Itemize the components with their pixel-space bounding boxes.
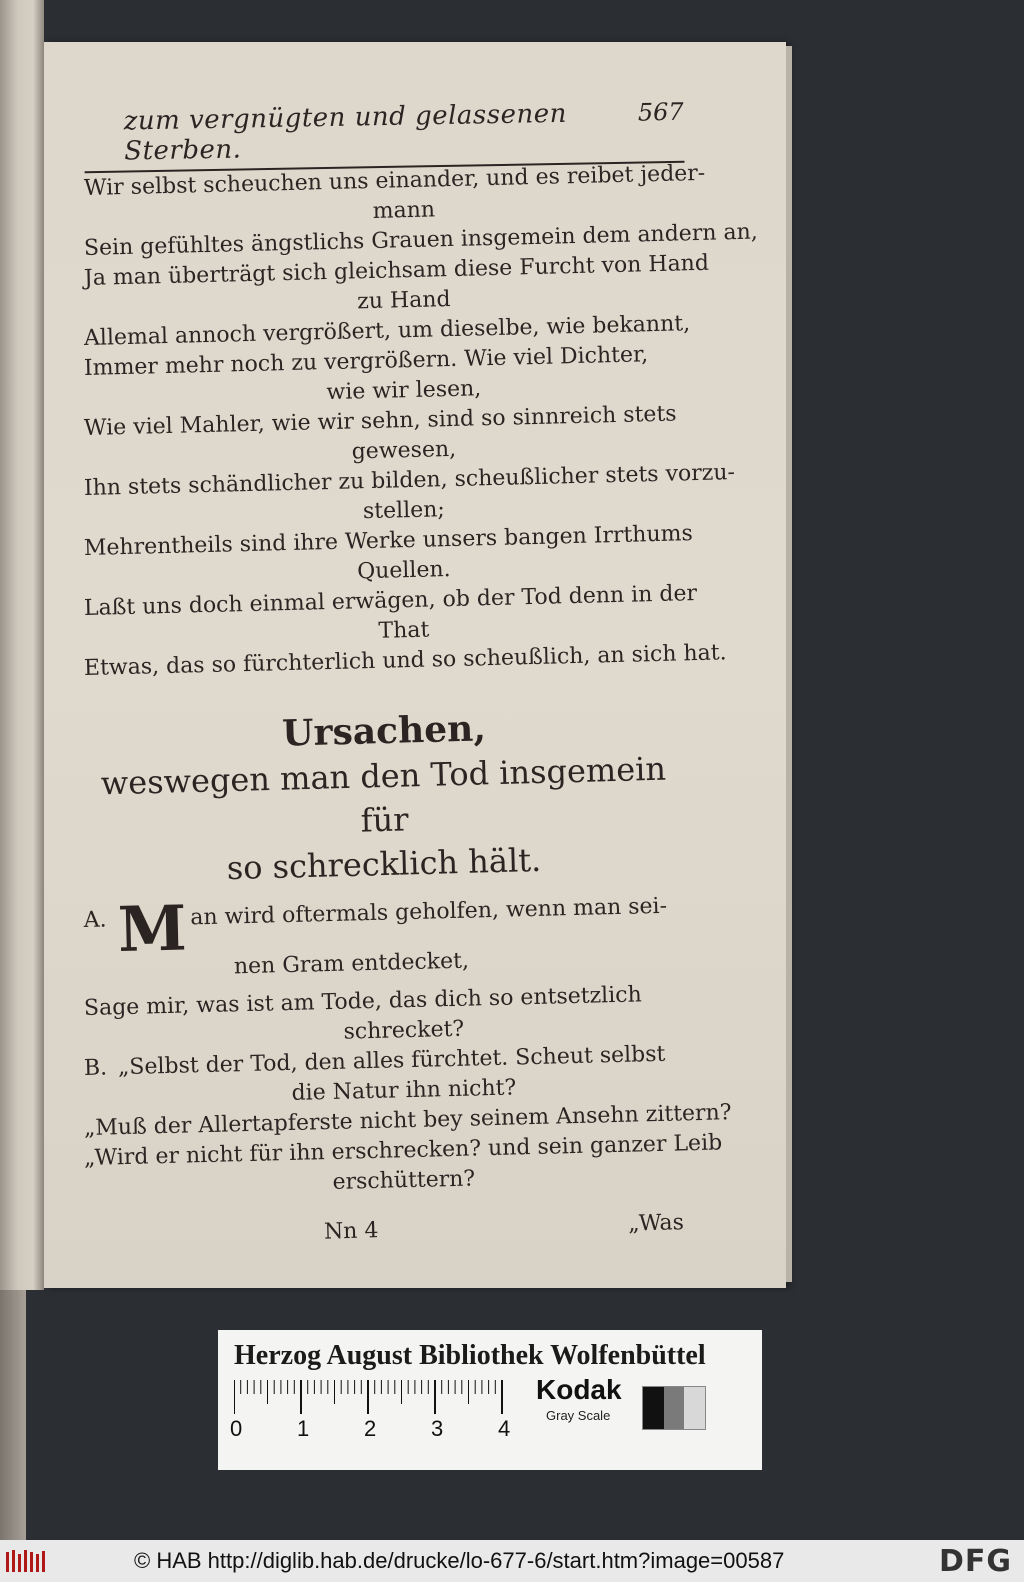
section-subheading-1: weswegen man den Tod insgemein für: [100, 749, 667, 840]
dialog-line-a2: nen Gram entdecket,: [233, 948, 470, 980]
verse-line: Laßt uns doch einmal erwägen, ob der Tod denn in der: [83, 581, 698, 621]
ruler-number: 3: [431, 1416, 444, 1441]
gray-scale-label: Gray Scale: [546, 1408, 611, 1423]
section-heading: Ursachen,: [281, 707, 487, 755]
dialog-line-a3: Sage mir, was ist am Tode, das dich so entsetzlich: [83, 982, 643, 1021]
page-number: 567: [637, 97, 684, 127]
ruler-scale: [234, 1378, 514, 1414]
verse-line: Sein gefühltes ängstlichs Grauen insgemein dem andern an,: [83, 219, 759, 261]
gray-swatch: [642, 1386, 706, 1430]
verse-block: [83, 160, 759, 684]
signature-mark: Nn 4: [323, 1218, 379, 1245]
verse-line: wie wir lesen,: [326, 376, 482, 406]
dialog-text: an wird oftermals geholfen, wenn man sei-: [190, 893, 668, 931]
verse-line: Ihn stets schändlicher zu bilden, scheußlicher stets vorzu-: [83, 460, 736, 501]
verse-line: Immer mehr noch zu vergrößern. Wie viel Dichter,: [83, 342, 649, 381]
dialog-text: „Selbst der Tod, den alles fürchtet. Scheut selbst: [117, 1041, 666, 1081]
verse-line: Wir selbst scheuchen uns einander, und es reibet jeder-: [83, 160, 706, 201]
ruler-number: 4: [498, 1416, 511, 1441]
verse-line: That: [378, 617, 430, 644]
verse-line: mann: [372, 197, 436, 224]
speaker-a: A.: [83, 907, 107, 933]
verse-line: stellen;: [362, 497, 446, 525]
dialog-line-b5: erschüttern?: [332, 1166, 476, 1195]
verse-line: gewesen,: [351, 436, 457, 465]
color-calibration-card: [218, 1330, 762, 1470]
dialog-line-b3: „Muß der Allertapferste nicht bey seinem Ansehn zittern?: [83, 1100, 732, 1141]
section-subheading-2: so schrecklich hält.: [226, 840, 542, 888]
dialog-block: [83, 891, 732, 1204]
verse-line: zu Hand: [356, 287, 451, 315]
dfg-logo: DFG: [938, 1544, 1012, 1579]
ruler-number: 1: [297, 1416, 310, 1441]
hab-logo-icon: [4, 1548, 48, 1574]
running-title: zum vergnügten und gelassenen Sterben.: [123, 98, 568, 167]
speaker-b: B.: [83, 1055, 108, 1081]
verse-line: Ja man überträgt sich gleichsam diese Furcht von Hand: [83, 250, 710, 291]
page-text: [83, 97, 759, 1245]
catchword: „Was: [627, 1210, 685, 1237]
dialog-line-a4: schrecket?: [343, 1016, 465, 1045]
page-footer: [84, 1210, 684, 1251]
ruler-number: 2: [364, 1416, 377, 1441]
previous-page-edge: [0, 0, 44, 1290]
verse-line: Wie viel Mahler, wie wir sehn, sind so sinnreich stets: [83, 401, 677, 441]
ruler-number: 0: [230, 1416, 243, 1441]
verse-line: Allemal annoch vergrößert, um dieselbe, wie bekannt,: [83, 311, 691, 351]
book-page: [44, 42, 786, 1288]
kodak-logo: Kodak: [536, 1374, 622, 1405]
page-edge: [786, 46, 792, 1282]
verse-line: Etwas, das so fürchterlich und so scheußlich, an sich hat.: [83, 640, 727, 681]
previous-page-lower-edge: [0, 1290, 26, 1540]
copyright-url[interactable]: © HAB http://diglib.hab.de/drucke/lo-677-6/start.htm?image=00587: [134, 1548, 785, 1573]
dialog-line-b2: die Natur ihn nicht?: [291, 1075, 517, 1106]
verse-line: Mehrentheils sind ihre Werke unsers bangen Irrthums: [83, 521, 694, 561]
drop-cap: M: [117, 891, 188, 967]
verse-line: Quellen.: [356, 557, 451, 585]
dialog-line-b4: „Wird er nicht für ihn erschrecken? und sein ganzer Leib: [83, 1130, 723, 1171]
footer-bar: [0, 1540, 1024, 1582]
library-name: Herzog August Bibliothek Wolfenbüttel: [234, 1340, 706, 1371]
